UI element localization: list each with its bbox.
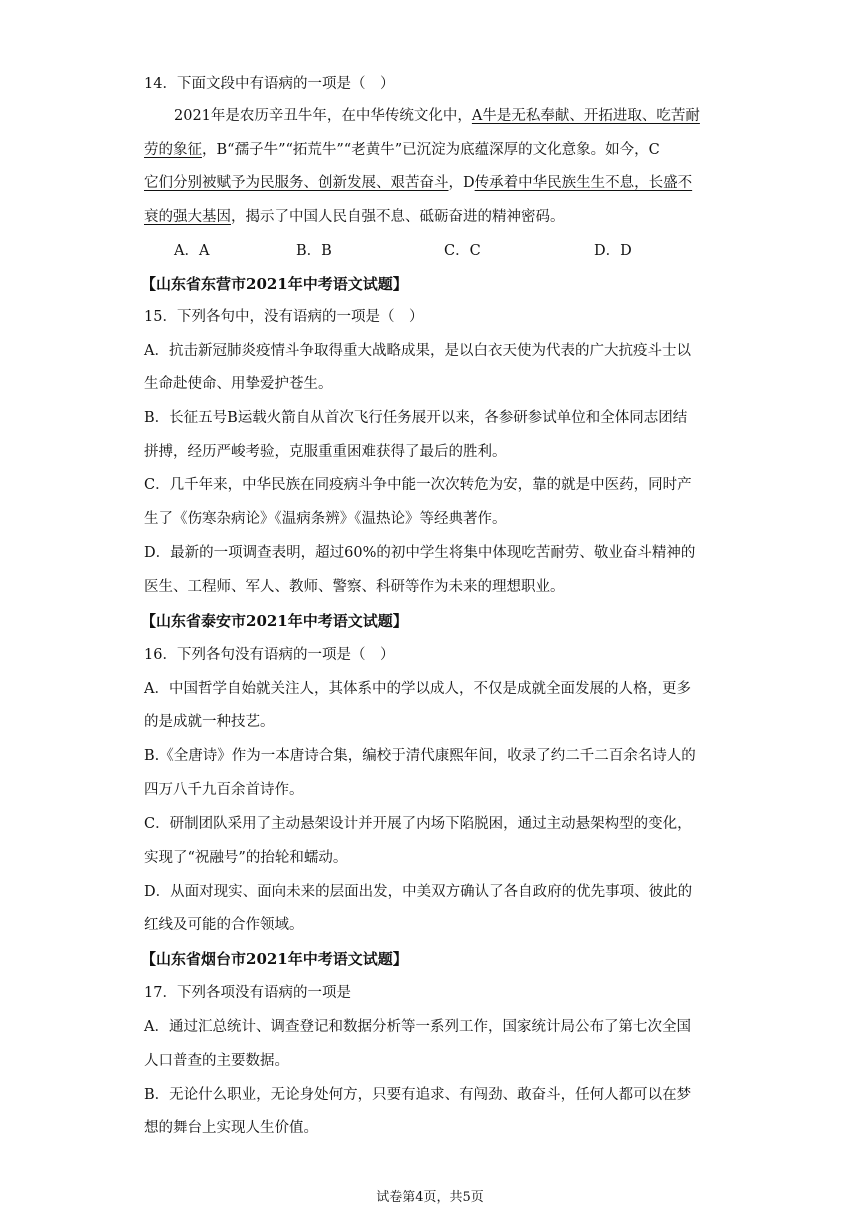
page-footer: 试卷第4页，共5页 (376, 1190, 484, 1205)
q15-title: 15．下列各句中，没有语病的一项是（ ） (144, 309, 424, 325)
q14-segment-d: 传承着中华民族生生不息，长盛不 (474, 175, 693, 191)
q14-option-b: B．B (296, 243, 332, 259)
q16-line: 的是成就一种技艺。 (144, 714, 275, 730)
q15-line: 医生、工程师、军人、教师、警察、科研等作为未来的理想职业。 (144, 579, 565, 595)
section-heading-taian: 【山东省泰安市2021年中考语文试题】 (141, 612, 408, 630)
q14-passage-line-3: 它们分别被赋予为民服务、创新发展、艰苦奋斗，D传承着中华民族生生不息，长盛不 (144, 175, 693, 191)
q14-option-c: C．C (444, 243, 481, 259)
q16-line: C．研制团队采用了主动悬架设计并开展了内场下陷脱困，通过主动悬架构型的变化， (144, 816, 692, 832)
q16-title: 16．下列各句没有语病的一项是（ ） (144, 647, 395, 663)
q17-title: 17．下列各项没有语病的一项是 (144, 985, 351, 1001)
q16-line: 红线及可能的合作领域。 (144, 917, 304, 933)
q15-line: 生命赴使命、用挚爱护苍生。 (144, 376, 333, 392)
q14-segment-a-cont: 劳的象征 (144, 142, 202, 158)
q14-passage-line-1: 2021年是农历辛丑牛年，在中华传统文化中，A牛是无私奉献、开拓进取、吃苦耐 (174, 108, 700, 124)
q17-line: B．无论什么职业，无论身处何方，只要有追求、有闯劲、敢奋斗，任何人都可以在梦 (144, 1087, 692, 1103)
q16-line: B.《全唐诗》作为一本唐诗合集，编校于清代康熙年间，收录了约二千二百余名诗人的 (144, 748, 696, 764)
q15-line: A．抗击新冠肺炎疫情斗争取得重大战略成果，是以白衣天使为代表的广大抗疫斗士以 (144, 343, 691, 359)
q16-line: A．中国哲学自始就关注人，其体系中的学以成人，不仅是成就全面发展的人格，更多 (144, 681, 691, 697)
q14-passage-line-2: 劳的象征，B“孺子牛”“拓荒牛”“老黄牛”已沉淀为底蕴深厚的文化意象。如今，C (144, 142, 660, 158)
q17-line: A．通过汇总统计、调查登记和数据分析等一系列工作，国家统计局公布了第七次全国 (144, 1019, 691, 1035)
q14-segment-a: A牛是无私奉献、开拓进取、吃苦耐 (471, 108, 700, 124)
q14-segment-c: 它们分别被赋予为民服务、创新发展、艰苦奋斗 (144, 175, 449, 191)
q16-line: 实现了“祝融号”的抬轮和蠕动。 (144, 850, 348, 866)
section-heading-yantai: 【山东省烟台市2021年中考语文试题】 (141, 950, 408, 968)
section-heading-dongying: 【山东省东营市2021年中考语文试题】 (141, 275, 408, 293)
q14-option-d: D．D (594, 243, 632, 259)
q16-line: D．从面对现实、面向未来的层面出发，中美双方确认了各自政府的优先事项、彼此的 (144, 884, 693, 900)
q15-line: C．几千年来，中华民族在同疫病斗争中能一次次转危为安，靠的就是中医药，同时产 (144, 477, 692, 493)
q16-line: 四万八千九百余首诗作。 (144, 782, 304, 798)
q15-line: D．最新的一项调查表明，超过60%的初中学生将集中体现吃苦耐劳、敬业奋斗精神的 (144, 545, 696, 561)
q14-passage-line-4: 衰的强大基因，揭示了中国人民自强不息、砥砺奋进的精神密码。 (144, 209, 565, 225)
q17-line: 想的舞台上实现人生价值。 (144, 1120, 318, 1136)
q14-option-a: A．A (174, 243, 210, 259)
q15-line: 拼搏，经历严峻考验，克服重重困难获得了最后的胜利。 (144, 444, 507, 460)
q17-line: 人口普查的主要数据。 (144, 1053, 289, 1069)
q14-title: 14．下面文段中有语病的一项是（ ） (144, 76, 395, 92)
q14-segment-d-cont: 衰的强大基因 (144, 209, 231, 225)
q15-line: B．长征五号B运载火箭自从首次飞行任务展开以来，各参研参试单位和全体同志团结 (144, 410, 688, 426)
q15-line: 生了《伤寒杂病论》《温病条辨》《温热论》等经典著作。 (144, 511, 507, 527)
